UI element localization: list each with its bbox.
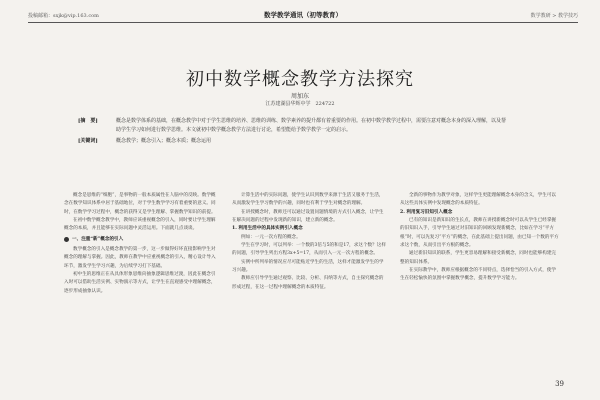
paragraph: 在讲授概念时，教师还可以通过设置问题情境的方式引入概念，让学生在解决问题的过程中发现新的知识，建立新的概念。 bbox=[232, 209, 384, 224]
paragraph: 已有的知识是新知识的生长点，教师在讲授新概念时可以从学生已经掌握的旧知识入手，引导学生通过对旧知识的回顾发现新概念，比如在学习“平方根”时，可以先复习“平方”的概念，在此基础上提出问题，由已知一个数的平方求这个数，从而引出平方根的概念。 bbox=[400, 218, 559, 249]
header-journal-name: 数学教学通讯（初等教育） bbox=[264, 11, 342, 19]
paragraph: 例如：一元一次方程的概念。 bbox=[241, 234, 301, 240]
body-column-3 bbox=[400, 192, 560, 284]
article-author: 周加东 bbox=[290, 93, 309, 100]
paragraph: 学生在学习时，可以列举：一个数的3倍与5的和是17，求这个数？这样的问题，引导学生列出方程3x+5=17，从而引入一元一次方程的概念。 bbox=[232, 243, 386, 257]
paragraph: 教师应引导学生通过观察、比较、分析、归纳等方式，自主探究概念的形成过程，在这一过程中理解概念的本质特征。 bbox=[232, 276, 384, 290]
author-affiliation: 江苏建湖县华辉中学 224722 bbox=[265, 101, 335, 107]
abstract-label: [摘 要] bbox=[78, 118, 98, 124]
subsection-heading-2: 2. 利用复习旧知引入概念 bbox=[400, 209, 453, 215]
paragraph: 数学概念的引入是概念教学的第一步，这一步做得好坏直接影响学生对概念的理解与掌握。因此，教师在教学中应重视概念的引入，精心设计导入环节，激发学生学习兴趣，为后续学习打下基础。 bbox=[64, 247, 216, 269]
paragraph: 初中生的思维正在从具体形象思维向抽象逻辑思维过渡，因此在概念引入时可以借助生活实例、实物演示等方式，让学生在直观感受中理解概念，逐步形成抽象认识。 bbox=[64, 272, 216, 294]
page-number: 39 bbox=[555, 380, 564, 388]
paragraph: 全新的事物作为教学对象，这样学生更能理解概念本身的含义，学生可以从这些具体实例中发现概念的本质特征。 bbox=[400, 193, 557, 207]
header-email: 投稿邮箱：sxjk@vip.163.com bbox=[28, 13, 99, 19]
running-header bbox=[28, 10, 578, 22]
paragraph: 计算生活中的实际问题，使学生认识到数学来源于生活又服务于生活，从而激发学生学习数学的兴趣，同时也有利于学生对概念的理解。 bbox=[232, 193, 384, 207]
paragraph: 在初中数学概念教学中，教师应该重视概念的引入，同时要让学生理解概念的本质，并且能够在实际问题中灵活运用。下面就几点谈谈。 bbox=[64, 218, 216, 232]
keywords-label: [关键词] bbox=[78, 138, 98, 144]
body-column-2 bbox=[232, 192, 387, 292]
section-heading-1 bbox=[64, 236, 219, 244]
header-section: 数学教研 > 教学技巧 bbox=[530, 13, 578, 19]
body-column-1 bbox=[64, 192, 219, 296]
abstract-block bbox=[78, 117, 508, 146]
article-title: 初中数学概念教学方法探究 bbox=[186, 69, 414, 90]
bullet-dot-icon bbox=[64, 237, 69, 242]
section-heading-text: 一、注重“新”概念的引入 bbox=[72, 236, 124, 242]
paragraph: 在实际教学中，教师应根据概念的不同特点，选择恰当的引入方式，使学生在轻松愉快的氛围中掌握数学概念，提升数学学习能力。 bbox=[400, 268, 557, 282]
abstract-text: 概念是数学体系的基础，在概念教学中对于学生思维的培养、思维的训练、数学素养的提升都有着重要的作用。在初中数学教学过程中，需要注意对概念本身的深入理解，以及帮助学生学习如何进行数学思维。本文就初中数学概念教学方法进行讨论，希望能给予数学教学一定的启示。 bbox=[116, 118, 507, 133]
subsection-heading-1: 1. 利用生活中的具体实例引入概念 bbox=[232, 226, 303, 232]
header-rule bbox=[28, 22, 578, 23]
paragraph: 实例中所列举的情况应尽可能贴近学生的生活，这样才能激发学生的学习兴趣。 bbox=[232, 259, 384, 274]
keywords-text: 概念教学；概念引入；概念本质；概念运用 bbox=[116, 138, 212, 144]
paragraph: 概念是思维的“细胞”，是事物的一般本质属性在人脑中的反映。数学概念在数学知识体系中居于基础地位，对于学生数学学习有着重要的意义。同时，在数学学习过程中，概念的获得又是学生理解、掌握数学知识的前提。 bbox=[64, 193, 216, 215]
paragraph: 通过新旧知识的联系，学生更容易理解和接受新概念，同时也能够构建完整的知识体系。 bbox=[400, 251, 557, 265]
